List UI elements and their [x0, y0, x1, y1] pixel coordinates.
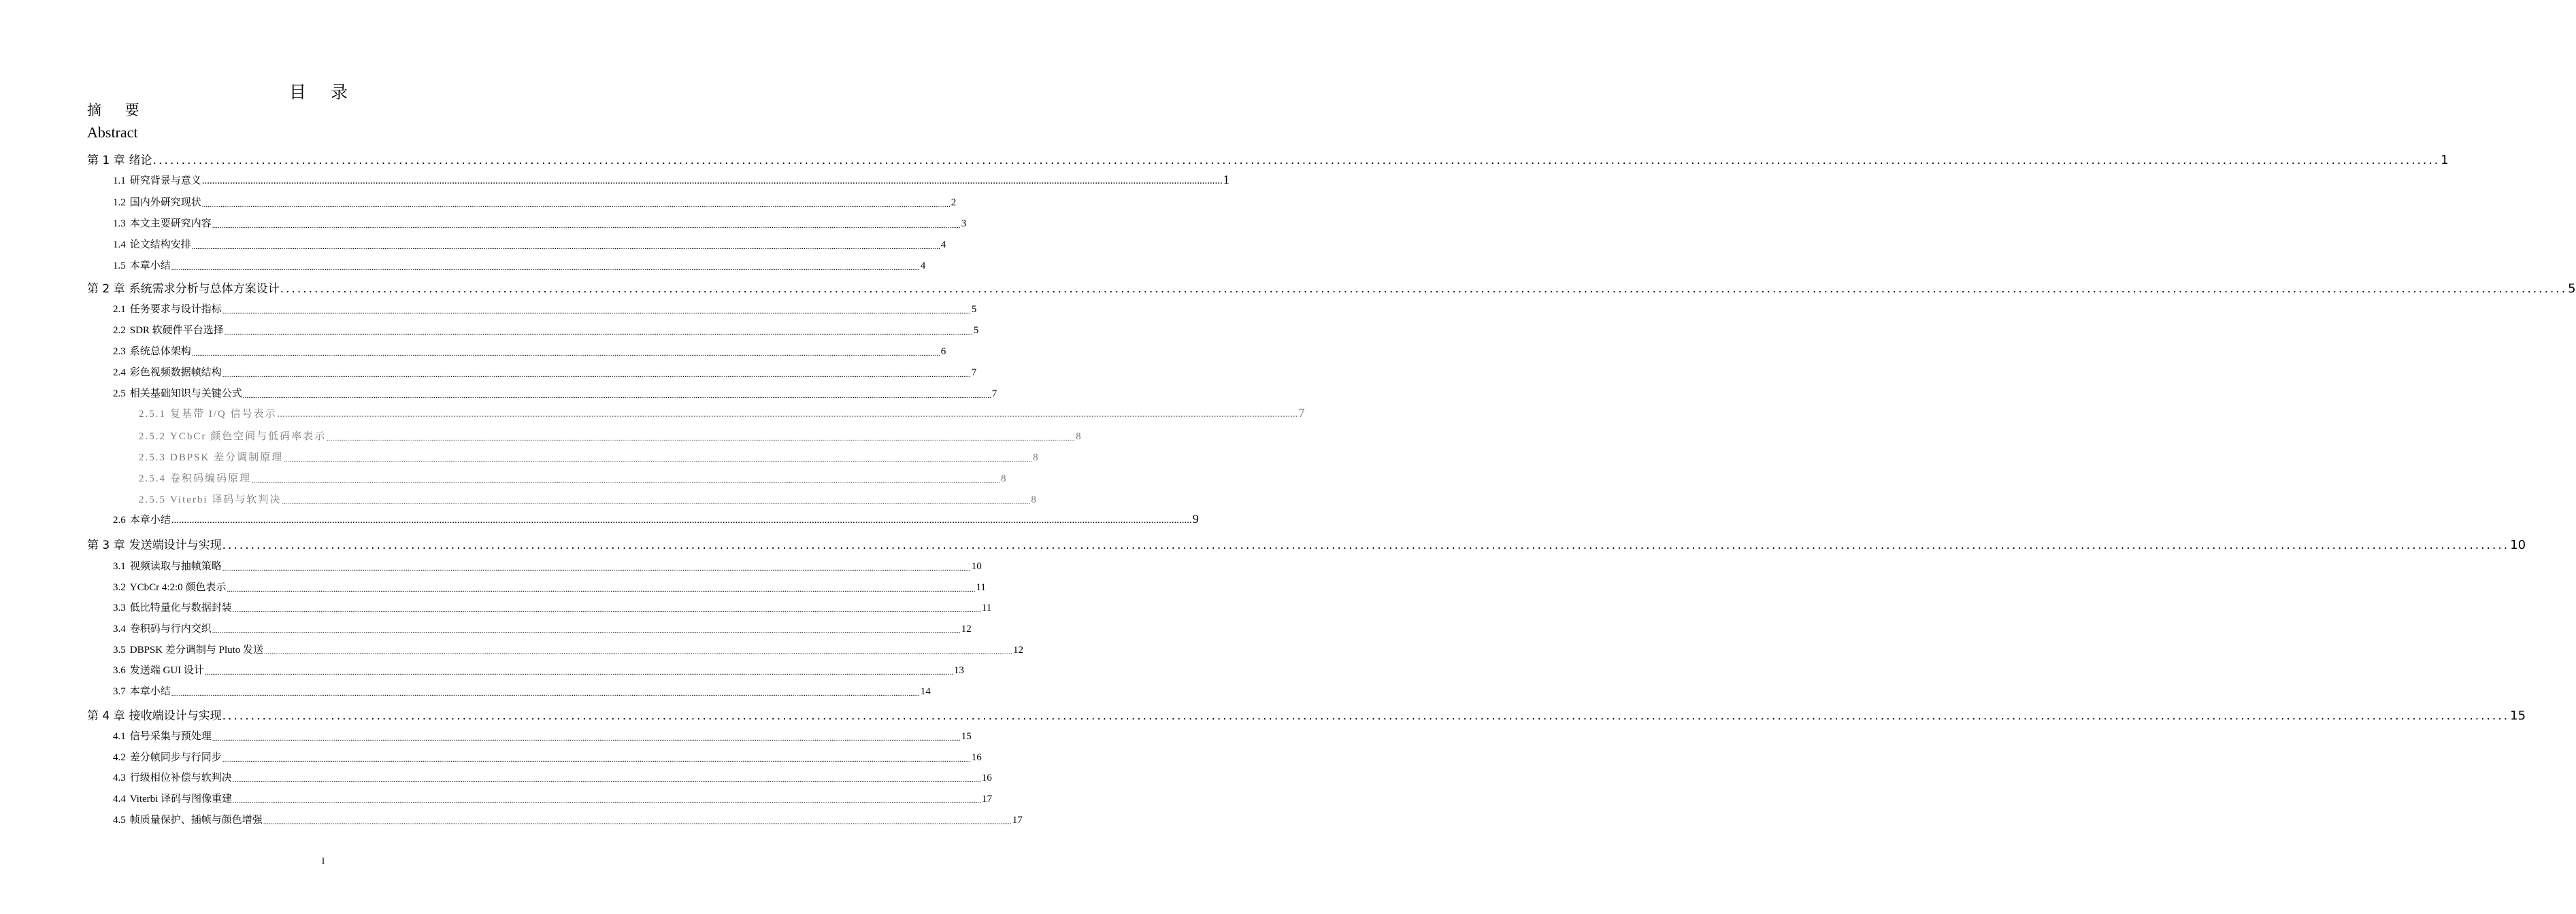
toc-entry-label — [87, 535, 222, 552]
toc-entry-number: 3.7 — [113, 686, 126, 697]
toc-entry-page: 15 — [2510, 709, 2526, 723]
toc-entry-label — [113, 343, 191, 358]
toc-entry[interactable] — [113, 365, 977, 379]
toc-entry-title: 本章小结 — [129, 260, 171, 271]
toc-entry-page: 7 — [971, 367, 977, 378]
toc-entry-number: 3.4 — [113, 624, 126, 634]
toc-entry-title: DBPSK 差分调制与 Pluto 发送 — [129, 645, 264, 656]
toc-entry-number: 第 2 章 — [87, 282, 125, 296]
toc-entry[interactable] — [139, 492, 1036, 506]
toc-entry[interactable] — [113, 386, 997, 400]
toc-entry-title: 系统需求分析与总体方案设计 — [129, 282, 280, 296]
toc-entry[interactable] — [139, 428, 1081, 443]
toc-entry-label — [113, 662, 204, 677]
toc-entry[interactable] — [87, 150, 2449, 167]
toc-entry-label — [113, 600, 232, 614]
toc-entry-label — [139, 406, 277, 420]
toc-leader-dots: ................................................................................................................................................................................................................................................................................................................................................................................................................ — [222, 307, 971, 316]
toc-entry[interactable] — [139, 406, 1305, 420]
toc-entry[interactable] — [113, 301, 977, 316]
toc-entry[interactable] — [87, 279, 2576, 296]
toc-entry-title: 研究背景与意义 — [129, 175, 201, 186]
toc-leader-dots: ................................................................................................................................................................................................................................................................................................................................................................................................................ — [284, 456, 1033, 464]
toc-entry-page: 4 — [920, 260, 926, 271]
toc-entry-number: 3.3 — [113, 603, 126, 613]
toc-entry-title: 视频读取与抽帧策略 — [129, 561, 222, 572]
toc-entry-number: 1.1 — [113, 175, 126, 186]
toc-entry-page: 2 — [951, 197, 957, 208]
toc-entry-label — [113, 365, 222, 379]
toc-entry-number: 3.2 — [113, 582, 126, 593]
toc-entry[interactable] — [113, 728, 972, 743]
toc-entry-number: 第 1 章 — [87, 154, 125, 167]
toc-entry-page: 11 — [981, 603, 992, 613]
toc-entry-page: 3 — [961, 218, 967, 229]
toc-entry-title: 卷积码编码原理 — [170, 473, 252, 484]
page-number: I — [321, 856, 325, 866]
toc-entry-page: 12 — [1013, 645, 1024, 656]
toc-entry-page: 16 — [971, 752, 982, 763]
toc-entry[interactable] — [113, 683, 931, 698]
toc-entry-number: 1.4 — [113, 239, 126, 250]
toc-entry[interactable] — [113, 600, 992, 614]
toc-entry-title: 复基带 I/Q 信号表示 — [170, 409, 277, 420]
abstract-en-entry[interactable]: Abstract — [87, 124, 138, 141]
toc-entry-title: 相关基础知识与关键公式 — [129, 388, 242, 399]
toc-entry-title: Viterbi 译码与图像重建 — [129, 794, 233, 805]
toc-entry-label — [113, 237, 191, 251]
toc-entry[interactable] — [113, 662, 964, 677]
toc-entry-label — [139, 471, 251, 485]
toc-leader-dots: ................................................................................................................................................................................................................................................................................................................................................................................................................ — [327, 435, 1076, 443]
toc-entry-label — [113, 558, 222, 573]
toc-entry-label — [87, 706, 222, 723]
toc-entry[interactable] — [113, 322, 979, 337]
toc-entry-label — [113, 173, 201, 187]
toc-entry-page: 8 — [1031, 494, 1036, 505]
toc-entry-title: 行级相位补偿与软判决 — [129, 773, 232, 783]
toc-entry-label — [113, 258, 171, 272]
toc-entry-page: 10 — [2510, 538, 2526, 552]
toc-entry-number: 4.5 — [113, 815, 126, 826]
toc-entry-title: 发送端设计与实现 — [129, 539, 222, 552]
toc-entry-label — [113, 749, 222, 764]
toc-entry-title: YCbCr 颜色空间与低码率表示 — [170, 431, 327, 442]
toc-entry-title: Viterbi 译码与软判决 — [170, 494, 282, 505]
toc-entry-label — [113, 322, 224, 337]
toc-leader-dots: ................................................................................................................................................................................................................................................................................................................................................................................................................ — [212, 627, 961, 635]
toc-leader-dots: ................................................................................................................................................................................................................................................................................................................................................................................................................ — [171, 264, 920, 272]
toc-entry-label — [113, 194, 201, 209]
toc-entry[interactable] — [113, 237, 946, 251]
toc-entry-page: 17 — [982, 794, 993, 805]
toc-entry-label — [113, 812, 263, 826]
toc-entry-number: 4.4 — [113, 794, 126, 805]
toc-entry-label — [139, 428, 326, 443]
toc-leader-dots: ................................................................................................................................................................................................................................................................................................................................................................................................................ — [222, 371, 971, 379]
toc-entry[interactable] — [113, 749, 982, 764]
toc-entry-page: 8 — [1001, 473, 1006, 484]
toc-entry-title: 低比特量化与数据封装 — [129, 603, 232, 613]
toc-entry-number: 2.5.4 — [139, 473, 166, 484]
toc-entry-label — [87, 279, 280, 296]
toc-entry[interactable] — [87, 535, 2526, 552]
toc-entry-title: 本章小结 — [129, 515, 171, 526]
toc-leader-dots: ................................................................................................................................................................................................................................................................................................................................................................................................................ — [233, 797, 982, 805]
toc-entry-page: 8 — [1076, 431, 1081, 442]
toc-leader-dots: ................................................................................................................................................................................................................................................................................................................................................................................................................ — [171, 515, 1192, 526]
toc-leader-dots: ................................................................................................................................................................................................................................................................................................................................................................................................................ — [282, 498, 1031, 506]
toc-entry[interactable] — [113, 791, 993, 805]
toc-leader-dots: ................................................................................................................................................................................................................................................................................................................................................................................................................ — [264, 648, 1013, 656]
toc-entry-page: 13 — [953, 665, 964, 676]
toc-entry-number: 4.3 — [113, 773, 126, 783]
toc-entry-number: 2.4 — [113, 367, 126, 378]
toc-entry-number: 4.2 — [113, 752, 126, 763]
toc-entry[interactable] — [113, 812, 1023, 826]
toc-entry-number: 2.5 — [113, 388, 126, 399]
toc-entry-title: 本文主要研究内容 — [129, 218, 212, 229]
page-title: 目 录 — [289, 82, 357, 102]
toc-leader-dots: ................................................................................................................................................................................................................................................................................................................................................................................................................ — [212, 222, 961, 230]
toc-entry-page: 1 — [1223, 173, 1229, 186]
toc-entry[interactable] — [113, 579, 986, 594]
toc-entry[interactable] — [113, 173, 1229, 187]
toc-entry-label — [113, 512, 171, 526]
toc-entry-label — [139, 492, 281, 506]
toc-entry-page: 5 — [973, 325, 979, 336]
toc-leader-dots: ................................................................................................................................................................................................................................................................................................................................................................................................................ — [191, 243, 940, 251]
toc-leader-dots: ................................................................................................................................................................................................................................................................................................................................................................................................................ — [152, 154, 2441, 167]
toc-entry-number: 2.5.1 — [139, 409, 166, 420]
toc-entry-title: 发送端 GUI 设计 — [129, 665, 204, 676]
toc-leader-dots: ................................................................................................................................................................................................................................................................................................................................................................................................................ — [171, 690, 920, 698]
toc-leader-dots: ................................................................................................................................................................................................................................................................................................................................................................................................................ — [277, 409, 1298, 420]
toc-leader-dots: ................................................................................................................................................................................................................................................................................................................................................................................................................ — [224, 328, 973, 337]
toc-leader-dots: ................................................................................................................................................................................................................................................................................................................................................................................................................ — [191, 350, 940, 358]
toc-entry-number: 2.5.2 — [139, 431, 166, 442]
toc-entry-page: 15 — [961, 731, 972, 742]
toc-entry-page: 5 — [2568, 282, 2576, 296]
toc-entry-label — [87, 150, 152, 167]
toc-leader-dots: ................................................................................................................................................................................................................................................................................................................................................................................................................ — [252, 477, 1001, 485]
toc-leader-dots: ................................................................................................................................................................................................................................................................................................................................................................................................................ — [263, 818, 1012, 826]
toc-entry-number: 2.6 — [113, 515, 126, 526]
toc-entry-label — [113, 301, 222, 316]
toc-entry-number: 第 3 章 — [87, 539, 125, 552]
toc-entry-page: 1 — [2441, 153, 2449, 167]
toc-entry[interactable] — [113, 642, 1024, 656]
toc-entry-number: 2.3 — [113, 346, 126, 357]
toc-entry[interactable] — [113, 770, 992, 784]
toc-entry-label — [113, 683, 171, 698]
toc-entry[interactable] — [113, 343, 946, 358]
toc-leader-dots: ................................................................................................................................................................................................................................................................................................................................................................................................................ — [204, 668, 953, 677]
toc-entry-page: 6 — [940, 346, 946, 357]
toc-entry-title: 信号采集与预处理 — [129, 731, 212, 742]
toc-entry-title: 任务要求与设计指标 — [129, 304, 222, 315]
toc-entry-title: 彩色视频数据帧结构 — [129, 367, 222, 378]
toc-entry-page: 10 — [971, 561, 982, 572]
toc-entry-label — [113, 728, 212, 743]
toc-entry-page: 9 — [1192, 512, 1199, 526]
toc-entry-number: 1.3 — [113, 218, 126, 229]
toc-entry-number: 3.6 — [113, 665, 126, 676]
toc-entry-page: 8 — [1033, 452, 1038, 463]
toc-leader-dots: ................................................................................................................................................................................................................................................................................................................................................................................................................ — [232, 606, 981, 614]
toc-entry[interactable] — [113, 512, 1199, 526]
toc-leader-dots: ................................................................................................................................................................................................................................................................................................................................................................................................................ — [201, 175, 1223, 186]
toc-leader-dots: ................................................................................................................................................................................................................................................................................................................................................................................................................ — [222, 564, 971, 573]
toc-entry-title: 系统总体架构 — [129, 346, 191, 357]
toc-entry[interactable] — [87, 706, 2526, 723]
toc-entry-page: 11 — [976, 582, 986, 593]
toc-leader-dots: ................................................................................................................................................................................................................................................................................................................................................................................................................ — [222, 709, 2510, 723]
toc-entry-page: 5 — [971, 304, 977, 315]
toc-entry-number: 3.5 — [113, 645, 126, 656]
toc-entry-title: YCbCr 4:2:0 颜色表示 — [129, 582, 227, 593]
toc-entry-label — [113, 621, 212, 635]
toc-entry[interactable] — [113, 558, 982, 573]
toc-entry-label — [113, 216, 212, 230]
toc-entry-label — [113, 770, 232, 784]
toc-entry[interactable] — [113, 621, 972, 635]
toc-entry-page: 17 — [1012, 815, 1023, 826]
toc-leader-dots: ................................................................................................................................................................................................................................................................................................................................................................................................................ — [232, 776, 981, 784]
toc-leader-dots: ................................................................................................................................................................................................................................................................................................................................................................................................................ — [201, 201, 951, 209]
toc-entry-label — [113, 579, 226, 594]
toc-entry-page: 14 — [920, 686, 931, 697]
toc-entry-page: 16 — [981, 773, 992, 783]
toc-entry-number: 1.2 — [113, 197, 126, 208]
toc-leader-dots: ................................................................................................................................................................................................................................................................................................................................................................................................................ — [212, 734, 961, 743]
toc-entry[interactable] — [139, 471, 1006, 485]
toc-leader-dots: ................................................................................................................................................................................................................................................................................................................................................................................................................ — [222, 539, 2510, 552]
toc-entry-title: 本章小结 — [129, 686, 171, 697]
toc-entry-title: 接收端设计与实现 — [129, 709, 222, 723]
toc-entry-number: 2.5.5 — [139, 494, 166, 505]
toc-entry-title: SDR 软硬件平台选择 — [129, 325, 224, 336]
toc-entry-label — [113, 642, 263, 656]
toc-entry-number: 2.5.3 — [139, 452, 166, 463]
toc-entry-number: 3.1 — [113, 561, 126, 572]
toc-leader-dots: ................................................................................................................................................................................................................................................................................................................................................................................................................ — [227, 586, 976, 594]
toc-entry-number: 4.1 — [113, 731, 126, 742]
toc-entry-page: 12 — [961, 624, 972, 634]
toc-entry-page: 7 — [991, 388, 997, 399]
toc-entry-number: 2.2 — [113, 325, 126, 336]
toc-entry-label — [113, 791, 232, 805]
toc-entry-page: 7 — [1298, 406, 1305, 420]
toc-entry-title: 国内外研究现状 — [129, 197, 201, 208]
toc-entry-title: 绪论 — [129, 154, 152, 167]
toc-entry-label — [113, 386, 242, 400]
toc-entry-number: 第 4 章 — [87, 709, 125, 723]
toc-entry-number: 2.1 — [113, 304, 126, 315]
toc-entry-number: 1.5 — [113, 260, 126, 271]
abstract-cn-entry[interactable]: 摘 要 — [87, 102, 149, 118]
toc-entry[interactable] — [113, 216, 967, 230]
toc-entry-label — [139, 450, 283, 464]
toc-entry-title: 论文结构安排 — [129, 239, 191, 250]
toc-entry-title: 卷积码与行内交织 — [129, 624, 212, 634]
toc-leader-dots: ................................................................................................................................................................................................................................................................................................................................................................................................................ — [242, 392, 991, 400]
toc-entry-page: 4 — [940, 239, 946, 250]
toc-leader-dots: ................................................................................................................................................................................................................................................................................................................................................................................................................ — [222, 756, 971, 764]
toc-entry[interactable] — [113, 258, 926, 272]
toc-entry-title: 帧质量保护、插帧与颜色增强 — [129, 815, 263, 826]
toc-entry-title: DBPSK 差分调制原理 — [170, 452, 284, 463]
toc-leader-dots: ................................................................................................................................................................................................................................................................................................................................................................................................................ — [280, 282, 2568, 296]
toc-entry[interactable] — [113, 194, 957, 209]
toc-entry[interactable] — [139, 450, 1038, 464]
toc-entry-title: 差分帧同步与行同步 — [129, 752, 222, 763]
